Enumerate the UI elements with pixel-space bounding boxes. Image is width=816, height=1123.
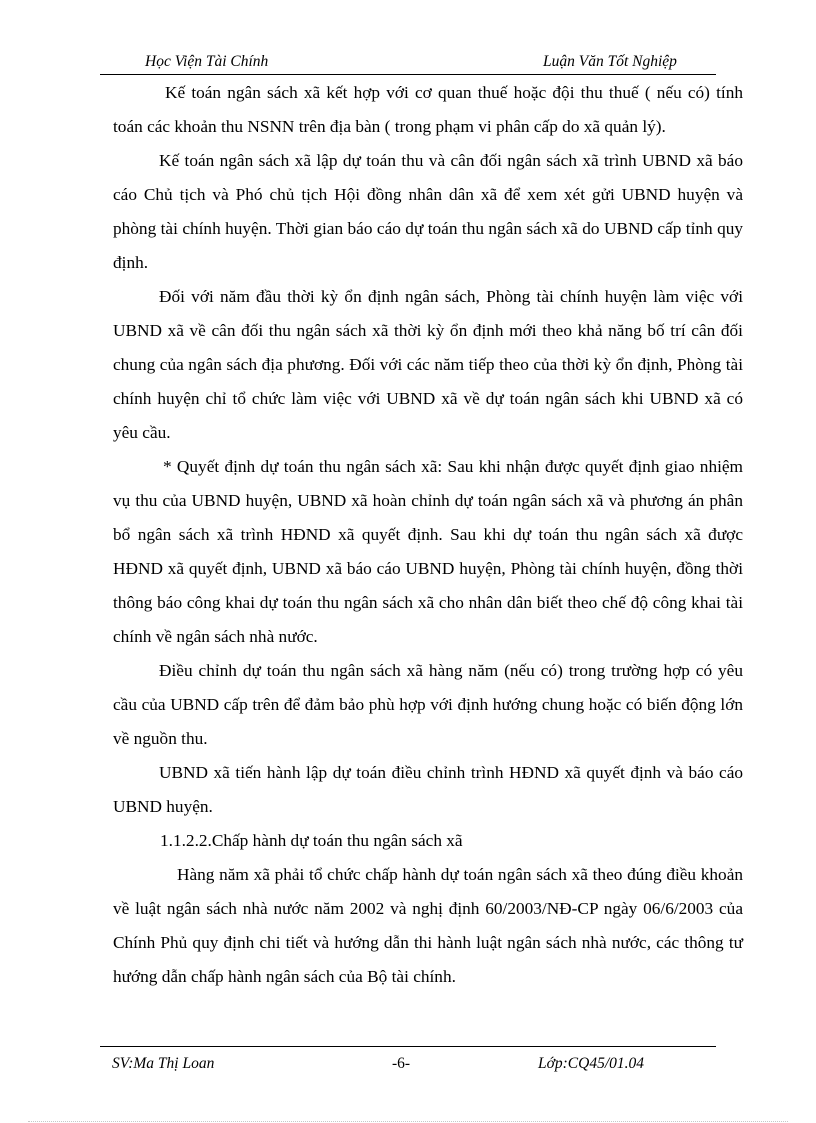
header-institution: Học Viện Tài Chính — [145, 53, 269, 70]
header-document-type: Luận Văn Tốt Nghiệp — [543, 53, 677, 70]
paragraph-3: Đối với năm đầu thời kỳ ổn định ngân sách, Phòng tài chính huyện làm việc với UBND xã về cân đối thu ngân sách xã thời kỳ ổn định mới theo khả năng bố trí cân đối chung của ngân sách địa phương. Đối với các năm tiếp theo của thời kỳ ổn định, Phòng tài chính huyện chỉ tổ chức làm việc với UBND xã về dự toán ngân sách khi UBND xã có yêu cầu. — [113, 287, 743, 442]
paragraph-7: Hàng năm xã phải tổ chức chấp hành dự toán ngân sách xã theo đúng điều khoản về luật ngân sách nhà nước năm 2002 và nghị định 60/2003/NĐ-CP ngày 06/6/2003 của Chính Phủ quy định chi tiết và hướng dẫn thi hành luật ngân sách nhà nước, các thông tư hướng dẫn chấp hành ngân sách của Bộ tài chính. — [113, 865, 743, 986]
footer-class: Lớp:CQ45/01.04 — [538, 1055, 645, 1072]
paragraph-6: UBND xã tiến hành lập dự toán điều chỉnh trình HĐND xã quyết định và báo cáo UBND huyện. — [113, 763, 743, 816]
page-number: -6- — [392, 1055, 411, 1072]
page-edge-divider — [28, 1121, 788, 1122]
page-footer — [100, 1046, 716, 1071]
paragraph-5: Điều chỉnh dự toán thu ngân sách xã hàng năm (nếu có) trong trường hợp có yêu cầu của UBND cấp trên để đảm bảo phù hợp với định hướng chung hoặc có biến động lớn về nguồn thu. — [113, 661, 743, 748]
page-body — [113, 76, 743, 994]
paragraph-2: Kế toán ngân sách xã lập dự toán thu và cân đối ngân sách xã trình UBND xã báo cáo Chủ tịch và Phó chủ tịch Hội đồng nhân dân xã để xem xét gửi UBND huyện và phòng tài chính huyện. Thời gian báo cáo dự toán thu ngân sách xã do UBND cấp tỉnh quy định. — [113, 151, 743, 272]
paragraph-4: * Quyết định dự toán thu ngân sách xã: Sau khi nhận được quyết định giao nhiệm vụ thu của UBND huyện, UBND xã hoàn chỉnh dự toán ngân sách xã và phương án phân bổ ngân sách xã trình HĐND xã quyết định. Sau khi dự toán thu ngân sách xã được HĐND xã quyết định, UBND xã báo cáo UBND huyện, Phòng tài chính huyện, đồng thời thông báo công khai dự toán thu ngân sách xã cho nhân dân biết theo chế độ công khai tài chính về ngân sách nhà nước. — [113, 457, 743, 646]
page-header — [100, 50, 716, 75]
section-heading: 1.1.2.2.Chấp hành dự toán thu ngân sách xã — [160, 831, 463, 850]
footer-student: SV:Ma Thị Loan — [112, 1055, 215, 1072]
paragraph-1: Kế toán ngân sách xã kết hợp với cơ quan thuế hoặc đội thu thuế ( nếu có) tính toán các khoản thu NSNN trên địa bàn ( trong phạm vi phân cấp do xã quản lý). — [113, 83, 743, 136]
